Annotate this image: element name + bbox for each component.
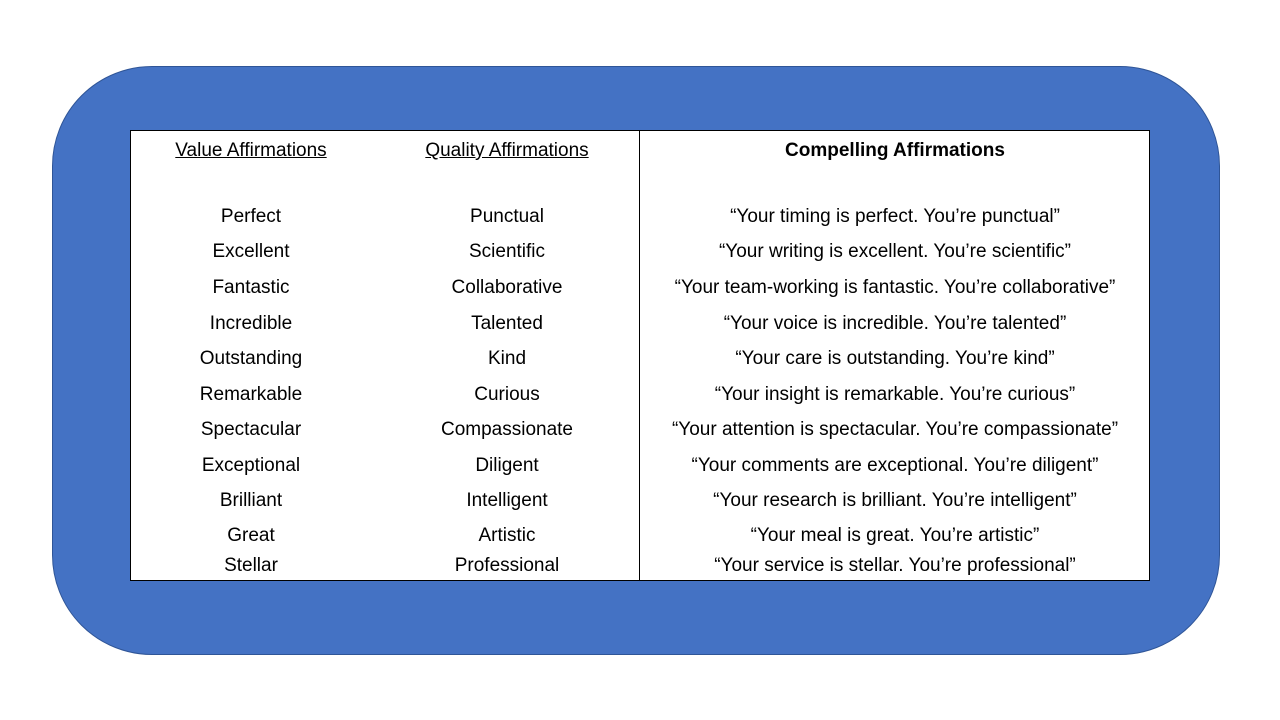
value-cell: Stellar (224, 555, 278, 576)
compelling-cell: “Your service is stellar. You’re professional” (714, 555, 1076, 576)
compelling-cell: “Your meal is great. You’re artistic” (750, 525, 1040, 546)
quality-cell: Talented (471, 313, 543, 334)
header-quality-affirmations: Quality Affirmations (425, 140, 589, 161)
quality-cell: Kind (487, 348, 527, 369)
value-cell: Excellent (212, 241, 290, 262)
compelling-cell: “Your care is outstanding. You’re kind” (735, 348, 1055, 369)
header-compelling-affirmations: Compelling Affirmations (785, 140, 1005, 161)
value-cell: Fantastic (212, 277, 290, 298)
value-cell: Great (227, 525, 275, 546)
compelling-cell: “Your voice is incredible. You’re talented” (723, 313, 1067, 334)
value-cell: Incredible (209, 313, 293, 334)
compelling-cell: “Your insight is remarkable. You’re curious” (714, 384, 1076, 405)
compelling-cell: “Your research is brilliant. You’re intelligent” (713, 490, 1077, 511)
header-value-affirmations: Value Affirmations (175, 140, 327, 161)
affirmations-table (130, 130, 1150, 581)
value-cell: Remarkable (199, 384, 303, 405)
value-cell: Brilliant (219, 490, 283, 511)
quality-cell: Compassionate (440, 419, 574, 440)
value-cell: Outstanding (199, 348, 303, 369)
compelling-cell: “Your timing is perfect. You’re punctual” (730, 206, 1060, 227)
quality-cell: Collaborative (451, 277, 563, 298)
compelling-cell: “Your team-working is fantastic. You’re collaborative” (674, 277, 1116, 298)
value-cell: Spectacular (200, 419, 302, 440)
quality-cell: Curious (474, 384, 540, 405)
value-cell: Exceptional (201, 455, 301, 476)
quality-cell: Artistic (478, 525, 536, 546)
quality-cell: Professional (454, 555, 560, 576)
compelling-cell: “Your comments are exceptional. You’re diligent” (691, 455, 1099, 476)
value-cell: Perfect (220, 206, 282, 227)
quality-cell: Diligent (475, 455, 539, 476)
quality-cell: Scientific (468, 241, 546, 262)
compelling-cell: “Your attention is spectacular. You’re compassionate” (671, 419, 1119, 440)
quality-cell: Punctual (470, 206, 544, 227)
quality-cell: Intelligent (466, 490, 548, 511)
compelling-cell: “Your writing is excellent. You’re scientific” (718, 241, 1072, 262)
